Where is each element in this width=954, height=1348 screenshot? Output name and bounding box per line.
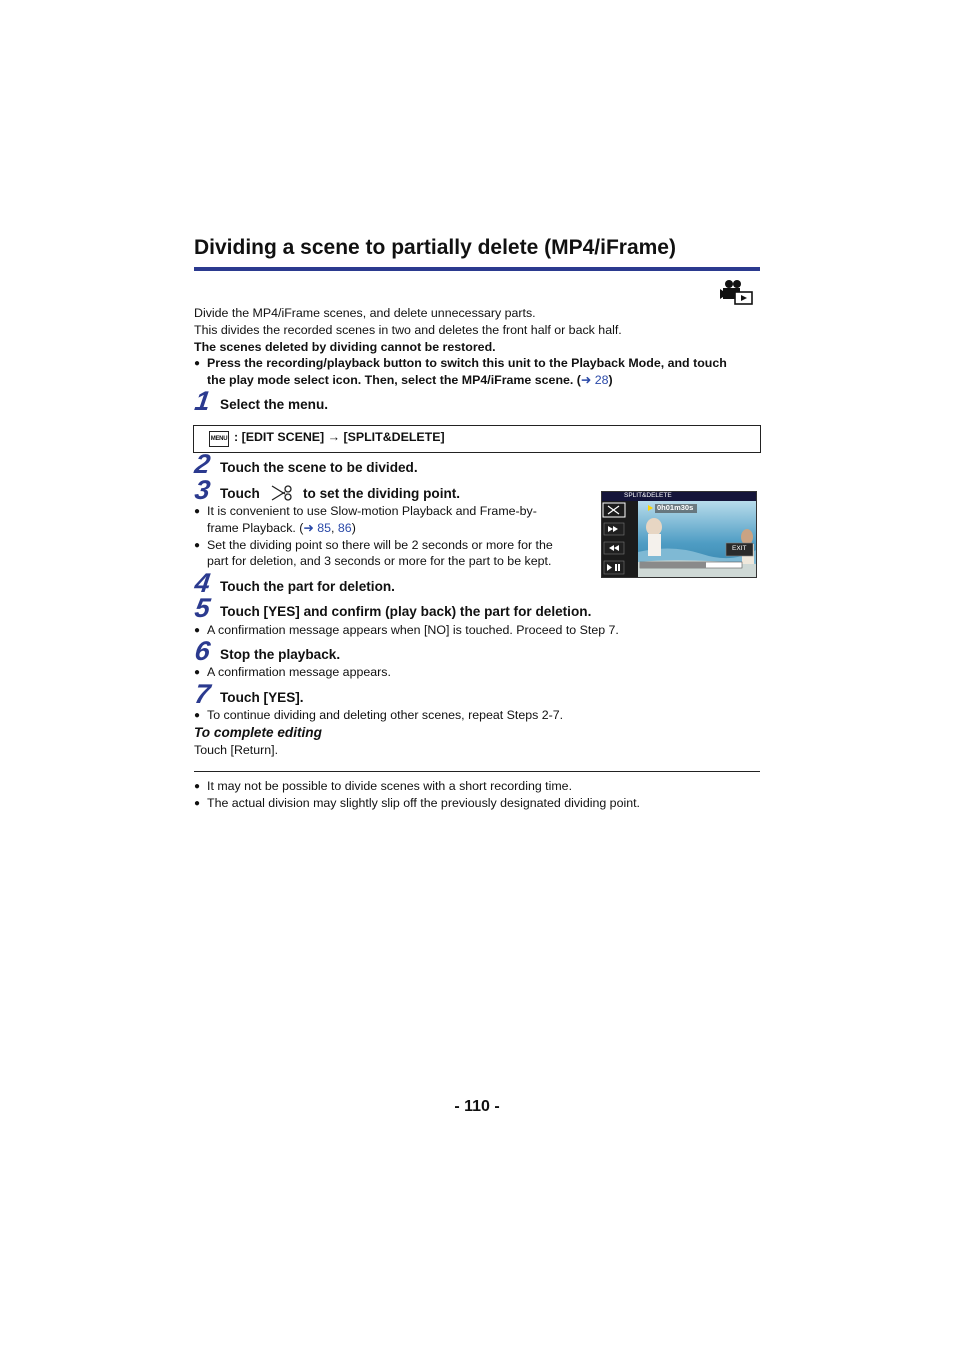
menu-path: : [EDIT SCENE] → [SPLIT&DELETE] bbox=[234, 430, 445, 444]
split-delete-screen bbox=[601, 491, 757, 578]
bullet-text: A confirmation message appears. bbox=[207, 665, 391, 679]
step-4-number: 4 bbox=[192, 568, 213, 598]
bullet-text: Set the dividing point so there will be 2 seconds or more for the bbox=[207, 538, 553, 552]
note-text: It may not be possible to divide scenes with a short recording time. bbox=[207, 779, 573, 793]
page-link-85[interactable]: ➜ 85 bbox=[303, 521, 332, 535]
bullet-text: To continue dividing and deleting other scenes, repeat Steps 2-7. bbox=[207, 708, 564, 722]
separator: , bbox=[331, 521, 338, 535]
bullet: ● bbox=[194, 625, 201, 636]
step-3-bullet-1-cont bbox=[207, 520, 356, 537]
bullet: ● bbox=[194, 667, 201, 678]
step-6-bullet bbox=[194, 664, 391, 681]
step-2-text: Touch the scene to be divided. bbox=[220, 460, 418, 475]
page-number: - 110 - bbox=[454, 1098, 500, 1115]
step-5-text: Touch [YES] and confirm (play back) the part for deletion. bbox=[220, 604, 592, 619]
menu-path-box bbox=[193, 425, 761, 453]
divider bbox=[194, 771, 760, 772]
menu-icon: MENU bbox=[209, 431, 229, 447]
page-link-86[interactable]: 86 bbox=[337, 521, 352, 535]
step-7-text: Touch [YES]. bbox=[220, 690, 304, 705]
bullet: ● bbox=[194, 540, 201, 551]
step-3-text-a: Touch bbox=[220, 486, 260, 501]
note-line-2: the play mode select icon. Then, select the MP4/iFrame scene. ( bbox=[207, 373, 581, 387]
bullet-text: A confirmation message appears when [NO] is touched. Proceed to Step 7. bbox=[207, 623, 619, 637]
screen-header: SPLIT&DELETE bbox=[624, 492, 672, 499]
step-3-bullet-2-cont: part for deletion, and 3 seconds or more for the part to be kept. bbox=[207, 554, 552, 568]
warning-text: The scenes deleted by dividing cannot be restored. bbox=[194, 340, 496, 354]
step-6-number: 6 bbox=[192, 636, 213, 666]
title-underline bbox=[194, 267, 760, 271]
step-7-number: 7 bbox=[192, 679, 213, 709]
step-5-bullet bbox=[194, 622, 619, 639]
step-5-number: 5 bbox=[192, 593, 213, 623]
bullet-text: It is convenient to use Slow-motion Playback and Frame-by- bbox=[207, 504, 537, 518]
step-3-bullet-1 bbox=[194, 503, 537, 520]
bullet-text: frame Playback. ( bbox=[207, 521, 304, 535]
note-text: The actual division may slightly slip off the previously designated dividing point. bbox=[207, 796, 640, 810]
note-line-1: Press the recording/playback button to switch this unit to the Playback Mode, and touch bbox=[207, 356, 727, 370]
bullet: ● bbox=[194, 358, 201, 369]
bullet: ● bbox=[194, 506, 201, 517]
page-link-28[interactable]: ➜ 28 bbox=[580, 373, 609, 387]
close-paren: ) bbox=[351, 521, 356, 535]
step-3-bullet-2 bbox=[194, 537, 553, 554]
step-4-text: Touch the part for deletion. bbox=[220, 579, 395, 594]
note-close: ) bbox=[608, 373, 613, 387]
intro-note-cont bbox=[207, 372, 613, 389]
bullet: ● bbox=[194, 710, 201, 721]
page-title: Dividing a scene to partially delete (MP4/iFrame) bbox=[194, 236, 676, 259]
scissors-icon bbox=[270, 484, 294, 502]
note-2 bbox=[194, 795, 640, 812]
step-3-text-b: to set the dividing point. bbox=[303, 486, 461, 501]
step-6-text: Stop the playback. bbox=[220, 647, 341, 662]
note-1 bbox=[194, 778, 573, 795]
screen-exit-button[interactable]: EXIT bbox=[732, 545, 747, 552]
video-playback-mode-icon bbox=[720, 278, 754, 306]
step-3-number: 3 bbox=[192, 475, 213, 505]
intro-line-1: Divide the MP4/iFrame scenes, and delete unnecessary parts. bbox=[194, 306, 536, 320]
step-1-number: 1 bbox=[192, 386, 213, 416]
step-2-number: 2 bbox=[192, 449, 213, 479]
bullet: ● bbox=[194, 798, 201, 809]
step-7-bullet bbox=[194, 707, 564, 724]
complete-editing-text: Touch [Return]. bbox=[194, 743, 279, 757]
intro-line-2: This divides the recorded scenes in two and deletes the front half or back half. bbox=[194, 323, 622, 337]
intro-note bbox=[194, 355, 727, 372]
complete-editing-heading: To complete editing bbox=[194, 725, 322, 740]
step-1-text: Select the menu. bbox=[220, 397, 329, 412]
screen-time: 0h01m30s bbox=[657, 503, 694, 512]
bullet: ● bbox=[194, 781, 201, 792]
